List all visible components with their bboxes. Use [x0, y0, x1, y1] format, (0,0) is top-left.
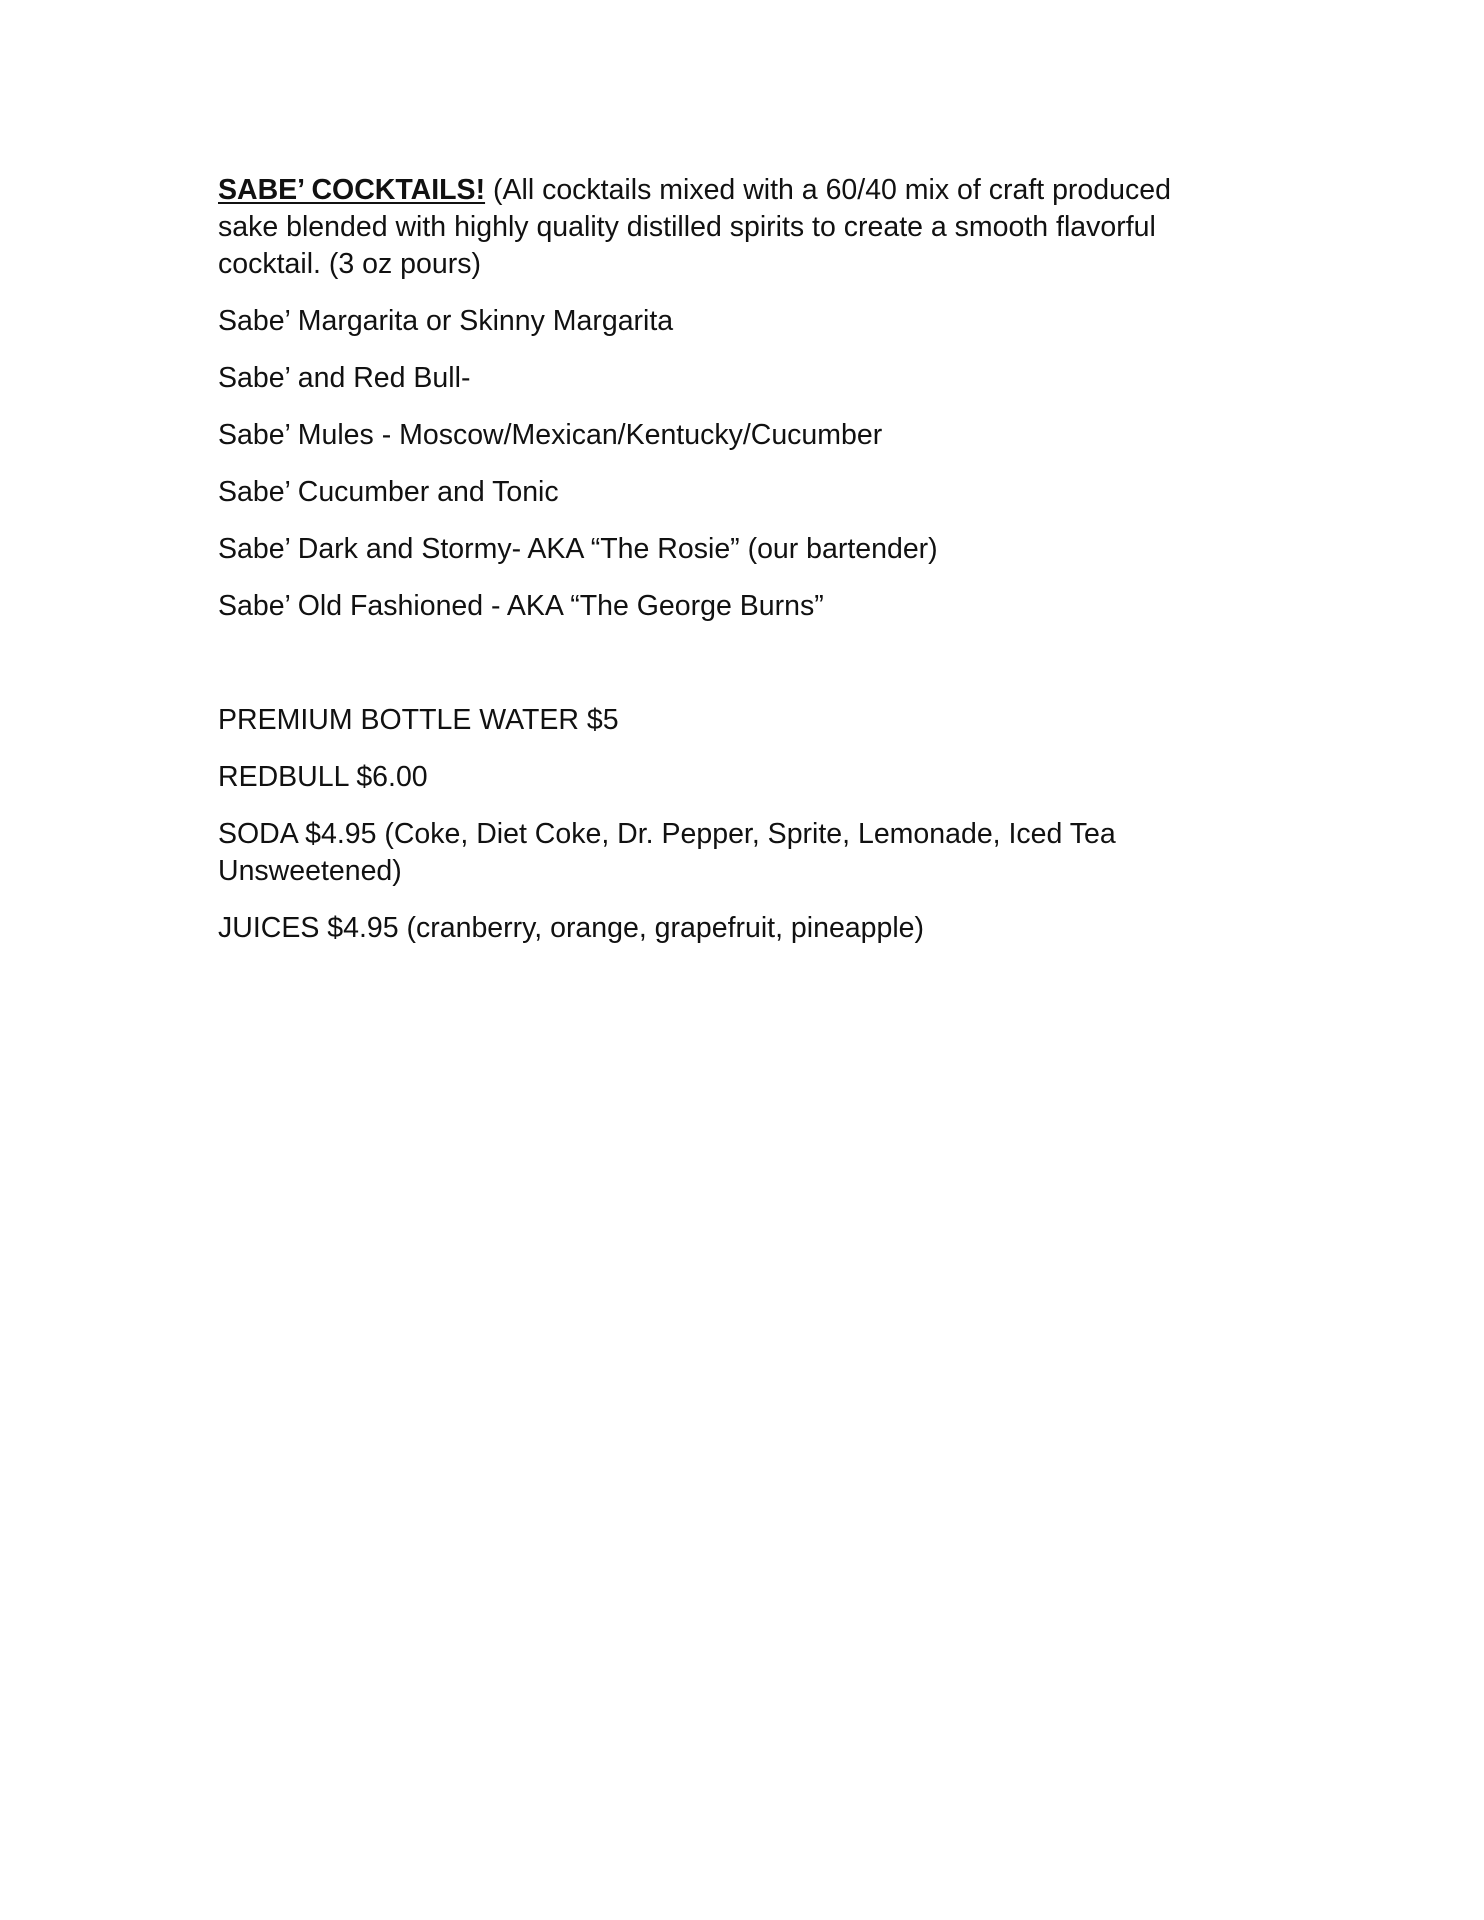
cocktail-item-cucumber-tonic: Sabe’ Cucumber and Tonic [218, 476, 559, 508]
beverage-item-soda: SODA $4.95 (Coke, Diet Coke, Dr. Pepper, Sprite, Lemonade, Iced Tea Unsweetened) [218, 818, 1116, 887]
menu-content [218, 172, 1218, 967]
cocktail-item-red-bull: Sabe’ and Red Bull- [218, 362, 471, 394]
beverage-item-water: PREMIUM BOTTLE WATER $5 [218, 704, 619, 736]
cocktail-item-margarita: Sabe’ Margarita or Skinny Margarita [218, 305, 674, 337]
cocktail-item-dark-stormy: Sabe’ Dark and Stormy- AKA “The Rosie” (our bartender) [218, 533, 938, 565]
beverage-item-redbull: REDBULL $6.00 [218, 761, 428, 793]
cocktails-heading: SABE’ COCKTAILS! [218, 174, 486, 206]
cocktail-item-old-fashioned: Sabe’ Old Fashioned - AKA “The George Burns” [218, 590, 824, 622]
cocktails-description: (All cocktails mixed with a 60/40 mix of craft produced sake blended with highly quality distilled spirits to create a smooth flavorful cocktail. (3 oz pours) [218, 174, 1171, 280]
cocktail-item-mules: Sabe’ Mules - Moscow/Mexican/Kentucky/Cucumber [218, 419, 883, 451]
beverage-item-juices: JUICES $4.95 (cranberry, orange, grapefruit, pineapple) [218, 912, 925, 944]
cocktails-intro [218, 172, 1218, 283]
section-spacer [218, 645, 1218, 702]
